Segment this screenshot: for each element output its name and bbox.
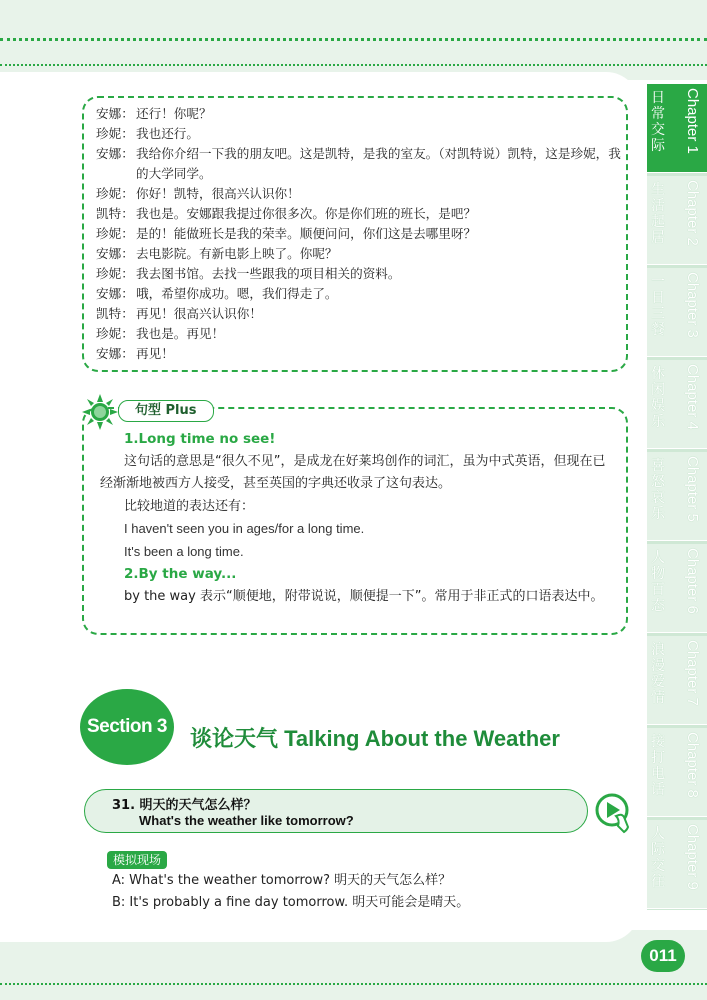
tab-chapter-5[interactable] — [647, 452, 707, 541]
speaker: 安娜： — [96, 346, 134, 361]
line-text: 再见！很高兴认识你！ — [136, 306, 262, 321]
tab-chapter-9[interactable] — [647, 820, 707, 909]
dialogue-line — [96, 304, 626, 324]
dialogue-line — [96, 224, 626, 244]
tab-label-cn: 生活起居 — [651, 182, 665, 246]
tab-label-cn: 接打电话 — [651, 734, 665, 798]
dialogue-line — [96, 184, 626, 204]
scene-tag: 模拟现场 — [107, 851, 167, 869]
sentence-cn: 31. 明天的天气怎么样？ — [112, 798, 257, 813]
dialogue-line — [96, 204, 626, 224]
pattern-plus-content — [100, 428, 618, 608]
dialogue-line — [96, 344, 626, 364]
speaker: 珍妮： — [96, 186, 134, 201]
line-text: 是的！能做班长是我的荣幸。顺便问问，你们这是去哪里呀？ — [136, 226, 477, 241]
tab-label-en: Chapter 1 — [684, 88, 701, 154]
line-text: 我也还行。 — [136, 126, 199, 141]
tab-label-en: Chapter 7 — [684, 640, 701, 706]
line-text: 去电影院。有新电影上映了。你呢？ — [136, 246, 338, 261]
line-text: 你好！凯特，很高兴认识你！ — [136, 186, 300, 201]
speaker: 安娜： — [96, 286, 134, 301]
line-text: 我去图书馆。去找一些跟我的项目相关的资料。 — [136, 266, 401, 281]
tab-label-en: Chapter 9 — [684, 824, 701, 890]
scene-line: B: It's probably a fine day tomorrow. 明天可能会是晴天。 — [112, 895, 470, 910]
tab-chapter-8[interactable] — [647, 728, 707, 817]
dialogue-line — [96, 244, 626, 264]
speaker: 珍妮： — [96, 126, 134, 141]
dialogue-list — [96, 104, 626, 364]
tab-label-cn: 一日三餐 — [651, 274, 665, 338]
tab-label-en: Chapter 8 — [684, 732, 701, 798]
pattern-plus-tag: 句型 Plus — [118, 400, 214, 422]
header-divider — [0, 38, 707, 41]
tab-chapter-3[interactable] — [647, 268, 707, 357]
tab-label-cn: 日常交际 — [651, 90, 665, 154]
tab-chapter-1[interactable] — [647, 84, 707, 173]
line-text: 我也是。再见！ — [136, 326, 225, 341]
speaker: 安娜： — [96, 106, 134, 121]
speaker: 珍妮： — [96, 326, 134, 341]
tab-chapter-4[interactable] — [647, 360, 707, 449]
dialogue-line — [96, 124, 626, 144]
phrase-title: 2.By the way... — [124, 566, 237, 582]
tab-label-cn: 人物百态 — [651, 550, 665, 614]
dialogue-line — [96, 104, 626, 124]
sun-icon — [82, 394, 118, 430]
header-divider — [0, 64, 707, 66]
speaker: 安娜： — [96, 246, 134, 261]
speaker: 安娜： — [96, 146, 134, 161]
dialogue-line — [96, 264, 626, 284]
tab-chapter-7[interactable] — [647, 636, 707, 725]
footer-divider — [0, 983, 707, 985]
speaker: 珍妮： — [96, 226, 134, 241]
tab-label-en: Chapter 3 — [684, 272, 701, 338]
speaker: 凯特： — [96, 306, 134, 321]
phrase-title: 1.Long time no see! — [124, 431, 276, 447]
section-badge: Section 3 — [80, 689, 174, 765]
audio-play-icon[interactable] — [594, 792, 634, 836]
line-text: 哦，希望你成功。嗯，我们得走了。 — [136, 286, 338, 301]
line-text: 还行！你呢？ — [136, 106, 212, 121]
scene-line: A: What's the weather tomorrow? 明天的天气怎么样？ — [112, 873, 452, 888]
tab-label-en: Chapter 6 — [684, 548, 701, 614]
tab-chapter-6[interactable] — [647, 544, 707, 633]
speaker: 珍妮： — [96, 266, 134, 281]
example-sentence: It's been a long time. — [124, 543, 244, 559]
tab-label-cn: 人际交往 — [651, 826, 665, 890]
tab-label-en: Chapter 4 — [684, 364, 701, 430]
line-text: 我也是。安娜跟我提过你很多次。你是你们班的班长，是吧？ — [136, 206, 477, 221]
tab-label-cn: 休闲娱乐 — [651, 366, 665, 430]
scene-dialogue — [112, 870, 469, 914]
dialogue-line — [96, 324, 626, 344]
phrase-explanation: 这句话的意思是“很久不见”，是成龙在好莱坞创作的词汇，虽为中式英语，但现在已经渐渐地被西方人接受，甚至英国的字典还收录了这句表达。 — [100, 453, 606, 491]
line-text: 我给你介绍一下我的朋友吧。这是凯特，是我的室友。（对凯特说）凯特，这是珍妮，我的大学同学。 — [136, 146, 621, 181]
tab-label-cn: 喜怒哀乐 — [651, 458, 665, 522]
tab-label-en: Chapter 5 — [684, 456, 701, 522]
speaker: 凯特： — [96, 206, 134, 221]
dialogue-line — [96, 144, 626, 184]
example-sentence: I haven't seen you in ages/for a long time. — [124, 521, 365, 536]
tab-label-en: Chapter 2 — [684, 180, 701, 246]
page-number: 011 — [641, 940, 685, 972]
phrase-note: 比较地道的表达还有： — [124, 498, 255, 514]
phrase-explanation: by the way 表示“顺便地，附带说说，顺便提一下”。常用于非正式的口语表达中。 — [124, 588, 604, 604]
line-text: 再见！ — [136, 346, 174, 361]
tab-label-cn: 浪漫爱情 — [651, 642, 665, 706]
tab-chapter-2[interactable] — [647, 176, 707, 265]
dialogue-line — [96, 284, 626, 304]
section-title: 谈论天气 Talking About the Weather — [190, 726, 560, 751]
sentence-en: What's the weather like tomorrow? — [139, 813, 354, 828]
